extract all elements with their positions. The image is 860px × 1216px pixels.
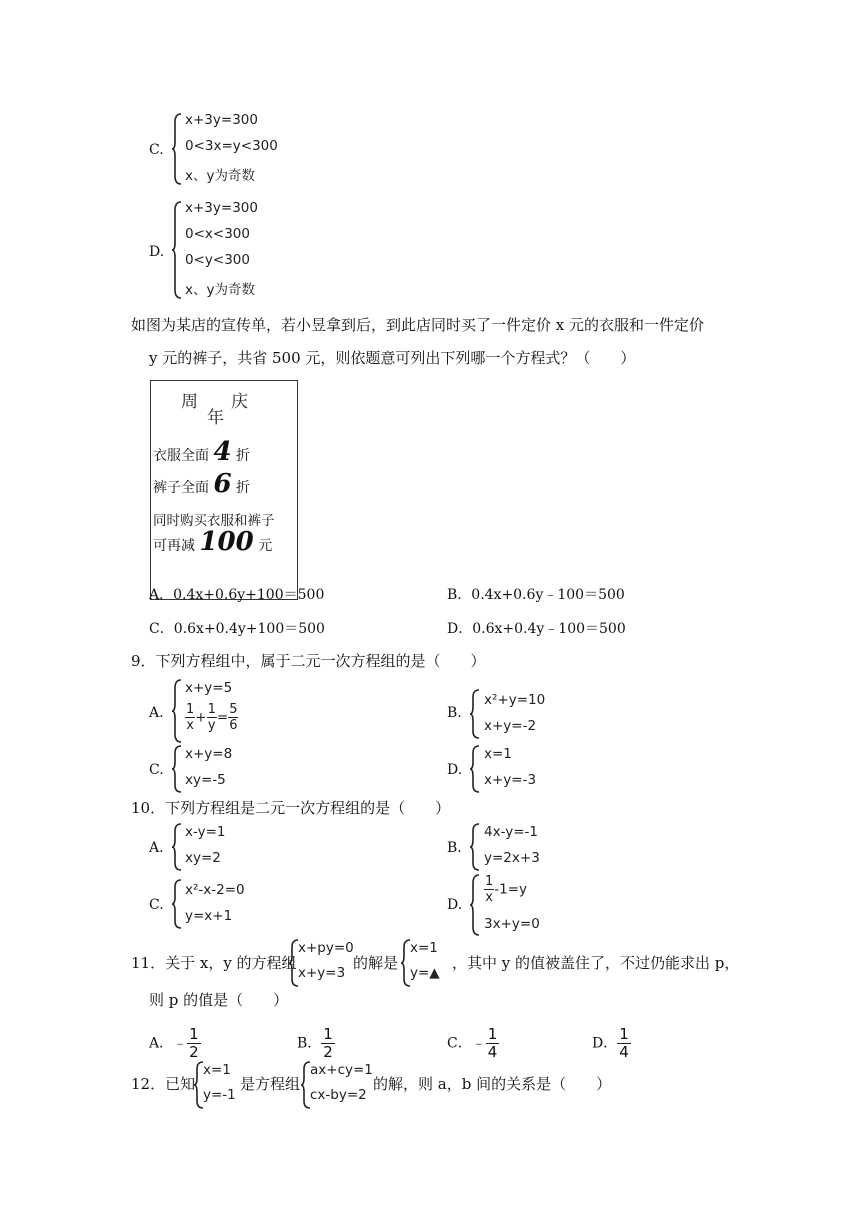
q12-part2: 是方程组 <box>240 1075 301 1093</box>
flyer-line-clothes <box>153 437 250 467</box>
q10-b-system <box>484 824 584 870</box>
q8-stem-line1 <box>131 315 704 335</box>
q7-c-brace <box>171 112 183 186</box>
q10-c-brace <box>171 878 183 930</box>
q9-a-plus: + <box>195 709 207 726</box>
flyer-title-char-1: 周 <box>181 392 198 412</box>
q9-d-system <box>484 746 584 792</box>
q11-b-frac: $\frac{1}{2}$ <box>323 1025 333 1061</box>
q12-part3: 的解，则 a，b 间的关系是（ ） <box>373 1075 612 1093</box>
q12-sys1-line2: y=-1 <box>203 1087 236 1103</box>
q11-a-sign: ﹣ <box>173 1035 188 1052</box>
flyer-line-minus <box>153 527 272 557</box>
q10-b-brace <box>469 822 481 872</box>
q12-sys1 <box>203 1062 245 1108</box>
flyer-pants-text: 裤子全面 <box>153 480 209 496</box>
q10-b-line2: y=2x+3 <box>484 850 540 866</box>
q11-c-sign: ﹣ <box>471 1035 486 1052</box>
q10-a-line1: x-y=1 <box>185 824 226 840</box>
q8-option-b: B．0.4x+0.6y﹣100＝500 <box>447 587 625 603</box>
q11-c-frac: $\frac{1}{4}$ <box>487 1025 498 1061</box>
q7-c-line3: x、y为奇数 <box>185 168 255 184</box>
q11-sys1 <box>298 940 358 986</box>
q9-a-label: A. <box>149 705 164 721</box>
q9-d-line1: x=1 <box>484 746 512 762</box>
flyer-title-char-2: 年 <box>207 408 224 428</box>
q11-option-a <box>149 1026 201 1061</box>
flyer-minus-text: 可再减 <box>153 538 195 554</box>
q11-sys2-line2: y=▲ <box>410 965 440 981</box>
q9-c-line1: x+y=8 <box>185 746 233 762</box>
q10-d-line1 <box>484 874 527 905</box>
q10-d-line2: 3x+y=0 <box>484 916 540 932</box>
q10-d-brace <box>469 873 481 937</box>
q10-a-label: A. <box>149 840 164 856</box>
flyer-pants-unit: 折 <box>236 480 250 496</box>
q9-d-brace <box>469 744 481 794</box>
q11-d-frac: $\frac{1}{4}$ <box>619 1025 629 1061</box>
q10-c-label: C. <box>149 897 164 913</box>
q7-c-system <box>185 112 325 186</box>
q11-line2: 则 p 的值是（ ） <box>149 991 289 1009</box>
q10-c-line1: x²-x-2=0 <box>185 882 245 898</box>
q9-a-brace <box>171 678 183 744</box>
q9-a-line1: x+y=5 <box>185 680 233 696</box>
q11-option-c <box>447 1026 499 1061</box>
flyer-clothes-unit: 折 <box>236 448 250 464</box>
q10-a-system <box>185 824 285 870</box>
q8-option-c: C．0.6x+0.4y+100＝500 <box>149 621 325 637</box>
flyer-clothes-text: 衣服全面 <box>153 448 209 464</box>
q9-b-system <box>484 692 584 740</box>
q10-a-line2: xy=2 <box>185 850 221 866</box>
q12-sys2-line1: ax+cy=1 <box>310 1062 373 1078</box>
q9-c-line2: xy=-5 <box>185 772 226 788</box>
q9-a-line2 <box>185 702 238 733</box>
q11-b-label: B． <box>297 1035 322 1052</box>
q11-part1: 11．关于 x，y 的方程组 <box>131 954 297 972</box>
q11-d-label: D． <box>592 1035 618 1052</box>
q7-c-line2: 0<3x=y<300 <box>185 138 278 154</box>
q7-c-line1: x+3y=300 <box>185 112 258 128</box>
q7-d-system <box>185 200 325 300</box>
q12-sys2-line2: cx-by=2 <box>310 1087 367 1103</box>
q10-stem: 10．下列方程组是二元一次方程组的是（ ） <box>131 799 451 817</box>
q10-b-line1: 4x-y=-1 <box>484 824 538 840</box>
flyer-clothes-discount: 4 <box>213 437 232 467</box>
q10-d-rest: -1=y <box>494 881 528 898</box>
q10-d-system <box>484 874 584 936</box>
q11-sys1-line1: x+py=0 <box>298 940 354 956</box>
q10-d-frac: $\frac{1}{x}$ <box>485 874 494 905</box>
q7-option-d-label: D. <box>149 244 165 260</box>
q9-d-label: D. <box>447 762 463 778</box>
q7-d-line3: 0<y<300 <box>185 252 250 268</box>
q11-c-label: C． <box>447 1035 472 1052</box>
q9-stem: 9．下列方程组中，属于二元一次方程组的是（ ） <box>131 652 486 670</box>
q11-sys1-line2: x+y=3 <box>298 965 346 981</box>
q10-a-brace <box>171 822 183 872</box>
flyer-minus-amount: 100 <box>199 527 254 557</box>
q8-stem-line2: y 元的裤子，共省 500 元，则依题意可列出下列哪一个方程式？（ ） <box>149 349 636 367</box>
q11-option-b <box>297 1026 335 1061</box>
q11-part2: 的解是 <box>353 954 399 972</box>
q10-b-label: B. <box>447 840 462 856</box>
q9-b-line1: x²+y=10 <box>484 692 546 708</box>
q9-d-line2: x+y=-3 <box>484 772 537 788</box>
q7-d-line4: x、y为奇数 <box>185 282 255 298</box>
q11-a-label: A． <box>149 1035 174 1052</box>
q9-c-brace <box>171 744 183 794</box>
q9-c-label: C. <box>149 762 164 778</box>
q10-d-label: D. <box>447 897 463 913</box>
q9-a-eq: = <box>216 709 229 726</box>
q11-a-frac: $\frac{1}{2}$ <box>189 1025 199 1061</box>
q12-sys1-line1: x=1 <box>203 1062 231 1078</box>
flyer-line-pants <box>153 469 250 499</box>
q10-c-system <box>185 882 285 930</box>
flyer-title-char-3: 庆 <box>231 392 248 412</box>
q9-b-brace <box>469 688 481 740</box>
q9-c-system <box>185 746 285 792</box>
q11-option-d <box>592 1026 631 1061</box>
q7-d-line2: 0<x<300 <box>185 226 250 242</box>
q12-sys2 <box>310 1062 376 1108</box>
q10-c-line2: y=x+1 <box>185 908 233 924</box>
q11-sys2-line1: x=1 <box>410 940 438 956</box>
q11-sys2 <box>410 940 452 986</box>
q8-stem-text1: 如图为某店的宣传单，若小昱拿到后，到此店同时买了一件定价 x 元的衣服和一件定价 <box>131 316 704 334</box>
q9-a-frac2: $\frac{1}{y}$ <box>207 702 216 733</box>
q8-option-a: A．0.4x+0.6y+100＝500 <box>149 587 325 603</box>
flyer-line-both: 同时购买衣服和裤子 <box>153 513 275 529</box>
q9-a-frac1: $\frac{1}{x}$ <box>186 702 195 733</box>
q8-option-d: D．0.6x+0.4y﹣100＝500 <box>447 621 626 637</box>
q9-b-line2: x+y=-2 <box>484 718 537 734</box>
q7-d-brace <box>171 200 183 300</box>
q11-part3: ，其中 y 的值被盖住了，不过仍能求出 p， <box>452 954 740 972</box>
promo-flyer <box>150 380 298 600</box>
q9-a-system <box>185 680 305 744</box>
q12-part1: 12．已知 <box>131 1075 196 1093</box>
flyer-pants-discount: 6 <box>213 469 232 499</box>
q9-b-label: B. <box>447 705 462 721</box>
flyer-minus-unit: 元 <box>258 538 273 554</box>
q7-d-line1: x+3y=300 <box>185 200 258 216</box>
q7-option-c-label: C. <box>149 142 164 158</box>
q9-a-frac3: $\frac{5}{6}$ <box>229 702 238 733</box>
